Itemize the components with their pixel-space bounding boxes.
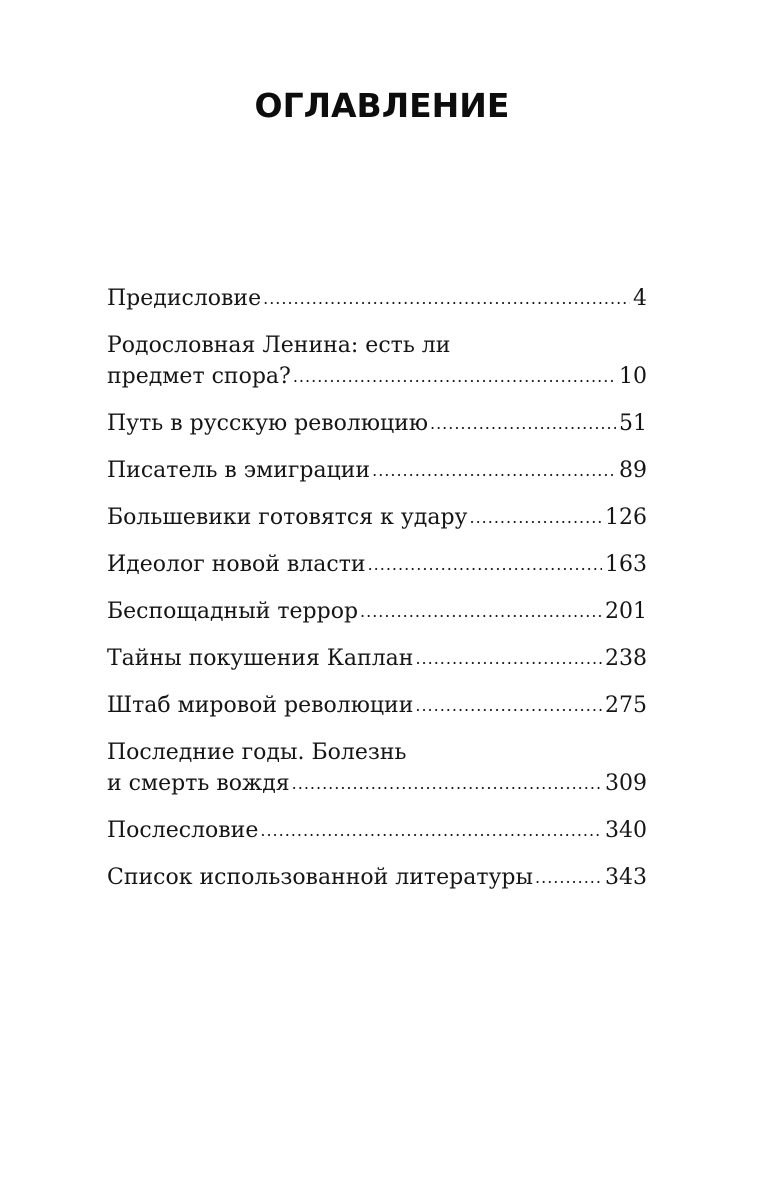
toc-row bbox=[107, 815, 647, 847]
toc-entry-preface bbox=[107, 283, 647, 315]
toc-row bbox=[107, 408, 647, 440]
toc-row bbox=[107, 596, 647, 628]
toc-entry-title: предмет спора? bbox=[107, 364, 291, 389]
table-of-contents bbox=[107, 283, 647, 909]
toc-entry-writer-in-emigration bbox=[107, 455, 647, 487]
toc-row bbox=[107, 768, 647, 800]
toc-entry-title-line1: Родословная Ленина: есть ли bbox=[107, 333, 451, 358]
toc-entry-world-revolution bbox=[107, 690, 647, 722]
toc-entry-title: Беспощадный террор bbox=[107, 599, 359, 624]
toc-page-number: 51 bbox=[619, 411, 647, 436]
toc-page-number: 275 bbox=[605, 693, 647, 718]
toc-row bbox=[107, 643, 647, 675]
toc-row bbox=[107, 549, 647, 581]
toc-row bbox=[107, 690, 647, 722]
toc-page-number: 10 bbox=[619, 364, 647, 389]
toc-entry-title: Путь в русскую революцию bbox=[107, 411, 428, 436]
toc-page-number: 163 bbox=[605, 552, 647, 577]
toc-page-number: 4 bbox=[633, 286, 647, 311]
toc-entry-title: Большевики готовятся к удару bbox=[107, 505, 468, 530]
toc-row bbox=[107, 862, 647, 894]
dot-leader bbox=[260, 815, 602, 846]
toc-row bbox=[107, 455, 647, 487]
toc-page-number: 201 bbox=[605, 599, 647, 624]
toc-entry-bolsheviks bbox=[107, 502, 647, 534]
dot-leader bbox=[293, 361, 616, 392]
toc-entry-title-line1: Последние годы. Болезнь bbox=[107, 740, 407, 765]
dot-leader bbox=[263, 283, 630, 314]
toc-entry-path-to-revolution bbox=[107, 408, 647, 440]
toc-page-number: 343 bbox=[605, 865, 647, 890]
dot-leader bbox=[292, 768, 602, 799]
toc-row bbox=[107, 502, 647, 534]
toc-entry-title: Послесловие bbox=[107, 818, 259, 843]
toc-entry-title: Список использованной литературы bbox=[107, 865, 534, 890]
toc-entry-terror bbox=[107, 596, 647, 628]
dot-leader bbox=[415, 690, 602, 721]
toc-entry-genealogy bbox=[107, 330, 647, 393]
toc-page-number: 89 bbox=[619, 458, 647, 483]
dot-leader bbox=[430, 408, 616, 439]
toc-page-number: 126 bbox=[605, 505, 647, 530]
toc-entry-bibliography bbox=[107, 862, 647, 894]
toc-entry-afterword bbox=[107, 815, 647, 847]
toc-row bbox=[107, 283, 647, 315]
dot-leader bbox=[368, 549, 602, 580]
toc-entry-title: и смерть вождя bbox=[107, 771, 290, 796]
toc-entry-title: Идеолог новой власти bbox=[107, 552, 366, 577]
dot-leader bbox=[360, 596, 602, 627]
dot-leader bbox=[372, 455, 616, 486]
toc-page-number: 309 bbox=[605, 771, 647, 796]
toc-row bbox=[107, 361, 647, 393]
toc-page-number: 238 bbox=[605, 646, 647, 671]
toc-entry-title: Писатель в эмиграции bbox=[107, 458, 371, 483]
toc-page-number: 340 bbox=[605, 818, 647, 843]
dot-leader bbox=[470, 502, 603, 533]
toc-entry-title: Штаб мировой революции bbox=[107, 693, 414, 718]
dot-leader bbox=[415, 643, 602, 674]
page-title: ОГЛАВЛЕНИЕ bbox=[254, 86, 510, 125]
toc-entry-kaplan bbox=[107, 643, 647, 675]
toc-entry-title: Предисловие bbox=[107, 286, 262, 311]
toc-entry-ideologist bbox=[107, 549, 647, 581]
dot-leader bbox=[535, 862, 602, 893]
toc-entry-last-years bbox=[107, 737, 647, 800]
toc-entry-title: Тайны покушения Каплан bbox=[107, 646, 414, 671]
